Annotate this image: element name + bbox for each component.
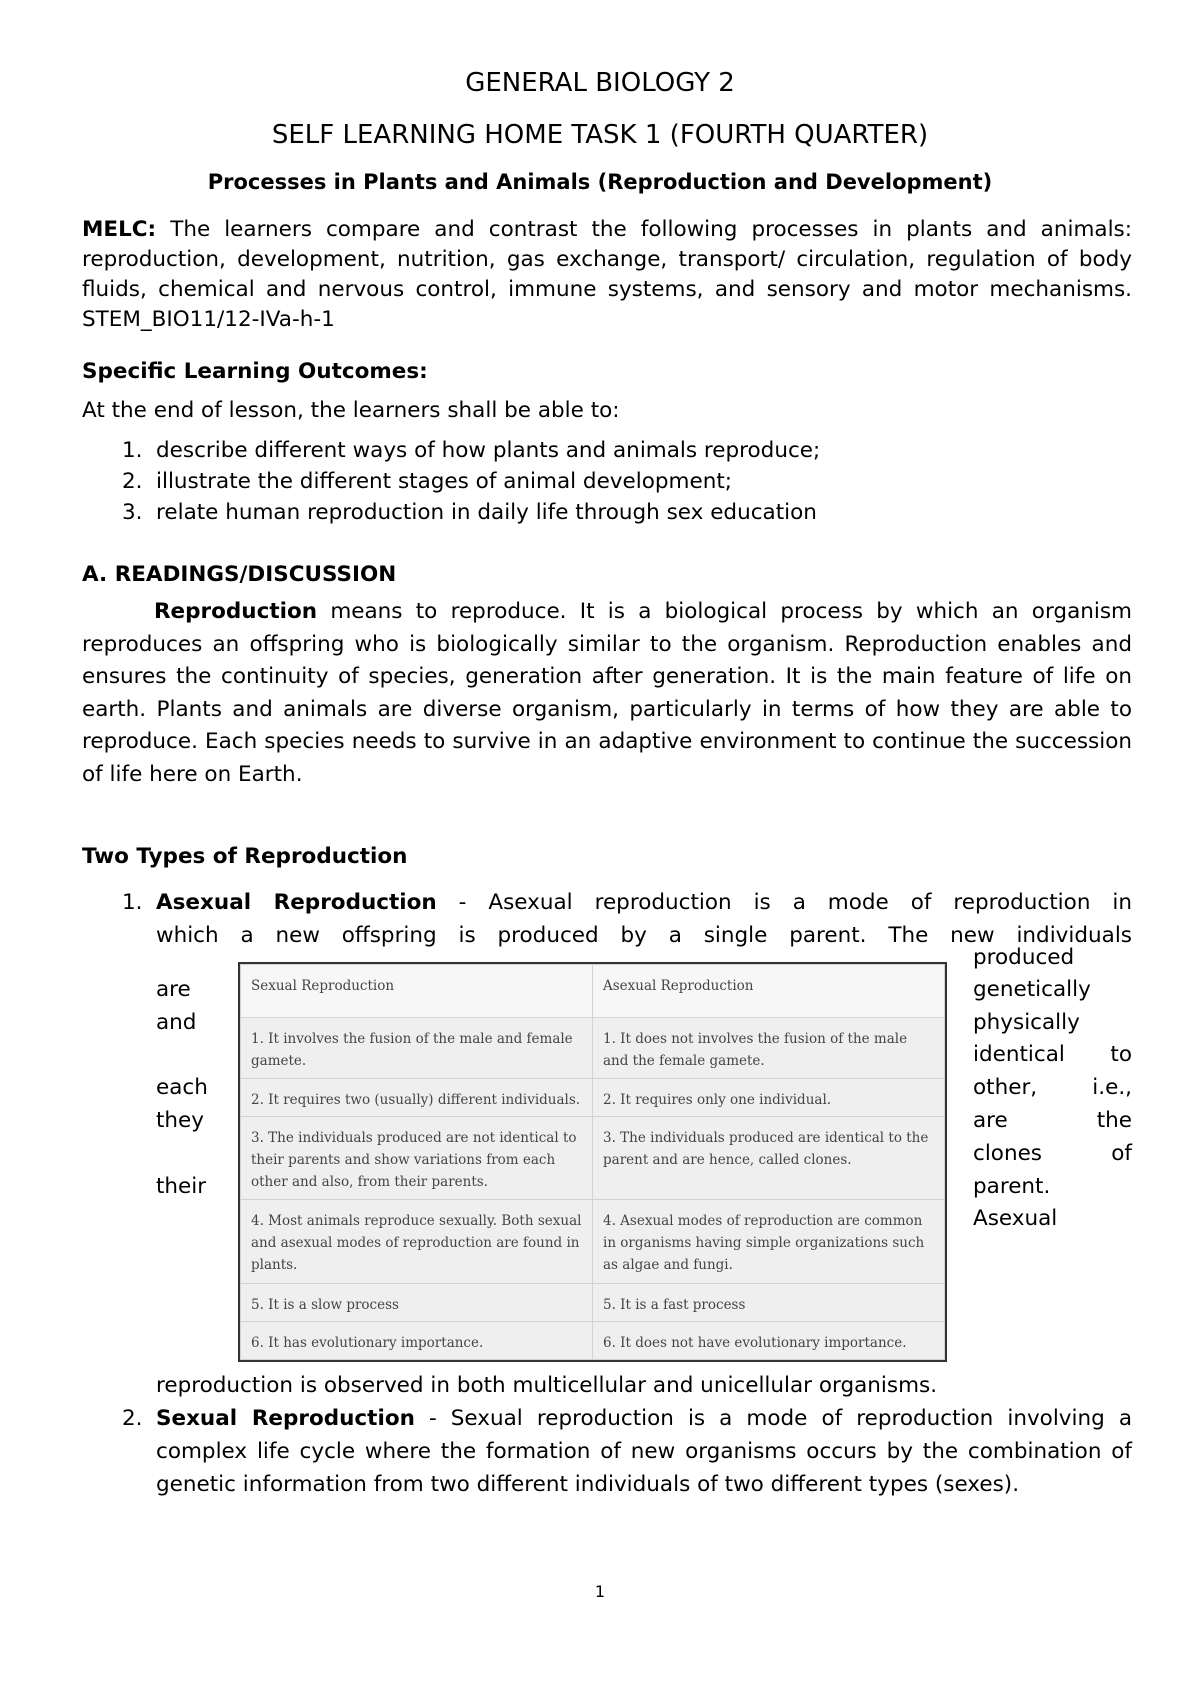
sexual-paragraph [156, 1402, 1132, 1501]
list-item-text: relate human reproduction in daily life through sex education [156, 500, 817, 525]
wrap-right-word: parent. [973, 1174, 1051, 1199]
outcomes-list [82, 435, 1132, 528]
wrap-right-word: are the [973, 1108, 1132, 1133]
list-number: 3. [122, 500, 143, 525]
asexual-number: 1. [122, 890, 143, 915]
table-cell: 5. It is a fast process [593, 1283, 945, 1321]
list-item [82, 466, 1132, 497]
list-number: 2. [122, 469, 143, 494]
asexual-line-1-text: - Asexual reproduction is a mode of reproduction in [436, 890, 1132, 915]
list-item-text: describe different ways of how plants and animals reproduce; [156, 438, 821, 463]
wrap-left-word: are [156, 977, 191, 1002]
table-header-row [241, 965, 945, 1018]
asexual-line-2: which a new offspring is produced by a single parent. The new individuals [156, 923, 1132, 948]
wrap-left-word: and [156, 1010, 197, 1035]
subject-title: GENERAL BIOLOGY 2 [465, 68, 735, 98]
sexual-number: 2. [122, 1406, 143, 1431]
table-cell: 6. It has evolutionary importance. [241, 1321, 593, 1359]
reading-paragraph [82, 596, 1132, 791]
task-title: SELF LEARNING HOME TASK 1 (FOURTH QUARTER) [271, 120, 929, 150]
list-number: 1. [122, 438, 143, 463]
table-row [241, 1078, 945, 1116]
table-row [241, 1200, 945, 1283]
table-cell: 6. It does not have evolutionary importance. [593, 1321, 945, 1359]
wrap-left-word: each [156, 1075, 208, 1100]
list-item [82, 435, 1132, 466]
wrap-right-word: clones of [973, 1141, 1132, 1166]
table-cell: 3. The individuals produced are identical to the parent and are hence, called clones. [593, 1116, 945, 1199]
wrap-right-word: identical to [973, 1042, 1132, 1067]
sexual-text: - Sexual reproduction is a mode of reproduction involving a complex life cycle where the formation of new organisms occurs by the combination of genetic information from two different individuals of two different types (sexes). [156, 1406, 1133, 1497]
wrap-left-word: they [156, 1108, 205, 1133]
wrap-right-word: genetically [973, 977, 1091, 1002]
types-heading: Two Types of Reproduction [82, 844, 408, 869]
table-cell: 3. The individuals produced are not identical to their parents and show variations from each other and also, from their parents. [241, 1116, 593, 1199]
table-cell: 4. Most animals reproduce sexually. Both sexual and asexual modes of reproduction are found in plants. [241, 1200, 593, 1283]
table-row [241, 1116, 945, 1199]
table-row [241, 1018, 945, 1079]
table-cell: 1. It does not involves the fusion of the male and the female gamete. [593, 1018, 945, 1079]
table-header-cell: Asexual Reproduction [593, 965, 945, 1018]
table-header-cell: Sexual Reproduction [241, 965, 593, 1018]
table-cell: 5. It is a slow process [241, 1283, 593, 1321]
wrap-right-word: produced [973, 945, 1075, 970]
list-item [82, 497, 1132, 528]
wrap-right-word: other, i.e., [973, 1075, 1132, 1100]
table-cell: 1. It involves the fusion of the male and female gamete. [241, 1018, 593, 1079]
list-item-text: illustrate the different stages of animal development; [156, 469, 732, 494]
section-a-heading: A. READINGS/DISCUSSION [82, 562, 397, 587]
outcomes-heading: Specific Learning Outcomes: [82, 359, 428, 384]
table-row [241, 1321, 945, 1359]
melc-label: MELC: [82, 217, 157, 242]
topic-title: Processes in Plants and Animals (Reproduction and Development) [207, 170, 993, 194]
melc-paragraph [82, 215, 1132, 335]
reading-term: Reproduction [154, 599, 318, 624]
reading-text: means to reproduce. It is a biological process by which an organism reproduces an offspring who is biologically similar to the organism. Reproduction enables and ensures the continuity of species, generation after generation. It is the main feature of life on earth. Plants and animals are diverse organism, particularly in terms of how they are able to reproduce. Each species needs to survive in an adaptive environment to continue the succession of life here on Earth. [82, 599, 1132, 787]
page-number: 1 [594, 1582, 606, 1601]
wrap-left-word: their [156, 1174, 207, 1199]
asexual-line-1 [156, 886, 1132, 919]
table-cell: 2. It requires only one individual. [593, 1078, 945, 1116]
wrap-right-word: Asexual [973, 1206, 1058, 1231]
table-cell: 4. Asexual modes of reproduction are common in organisms having simple organizations such as algae and fungi. [593, 1200, 945, 1283]
comparison-table [238, 962, 947, 1362]
wrap-right-word: physically [973, 1010, 1080, 1035]
melc-text: The learners compare and contrast the following processes in plants and animals: reproduction, development, nutrition, gas exchange, transport/ circulation, regulation of body fluids, chemical and nervous control, immune systems, and sensory and motor mechanisms. STEM_BIO11/12-IVa-h-1 [82, 217, 1132, 332]
table-row [241, 1283, 945, 1321]
asexual-line-end: reproduction is observed in both multicellular and unicellular organisms. [156, 1373, 938, 1398]
outcomes-intro: At the end of lesson, the learners shall be able to: [82, 398, 620, 423]
table-cell: 2. It requires two (usually) different individuals. [241, 1078, 593, 1116]
sexual-term: Sexual Reproduction [156, 1406, 415, 1431]
asexual-term: Asexual Reproduction [156, 890, 437, 915]
